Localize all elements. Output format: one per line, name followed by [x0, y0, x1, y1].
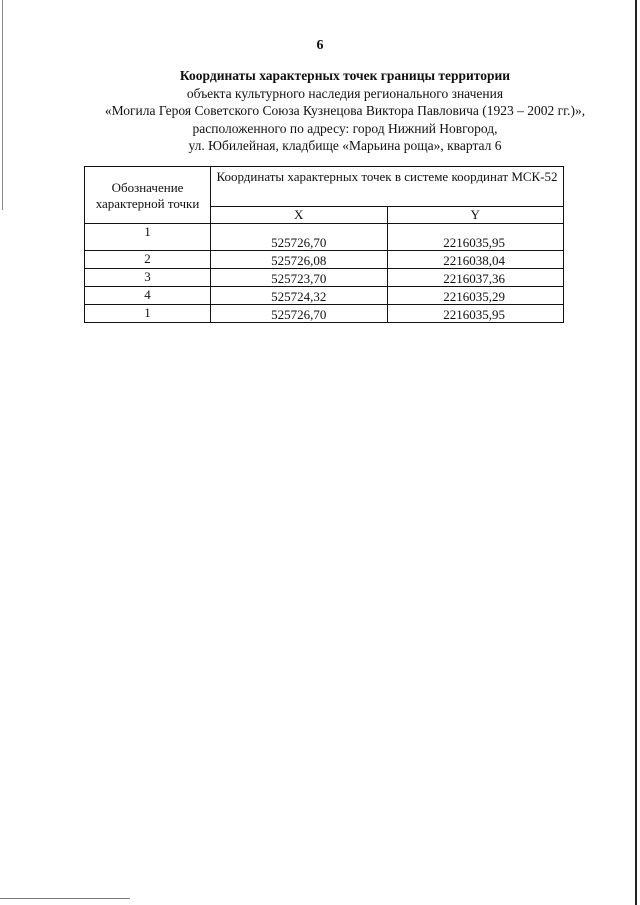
cell-point: 2: [85, 251, 211, 269]
cell-y: 2216035,95: [387, 305, 564, 323]
table-row: [85, 251, 564, 269]
cell-x: 525723,70: [211, 269, 388, 287]
header-coordinate-system: Координаты характерных точек в системе координат МСК-52: [211, 167, 564, 207]
header-y: Y: [387, 207, 564, 224]
title-line-2: объекта культурного наследия регионального значения: [186, 85, 504, 101]
title-line-3: «Могила Героя Советского Союза Кузнецова Виктора Павловича (1923 – 2002 гг.)»,: [104, 103, 586, 118]
cell-y: 2216035,29: [387, 287, 564, 305]
cell-point: 4: [85, 287, 211, 305]
header-x: X: [211, 207, 388, 224]
cell-point: 1: [85, 224, 211, 251]
cell-y: 2216037,36: [387, 269, 564, 287]
scan-edge-left: [2, 0, 3, 210]
page-number: 6: [316, 38, 324, 53]
cell-x: 525724,32: [211, 287, 388, 305]
title-line-1: Координаты характерных точек границы территории: [179, 68, 511, 83]
cell-point: 1: [85, 305, 211, 323]
document-title-block: [80, 67, 610, 155]
scan-edge-bottom: [0, 898, 130, 899]
scan-edge-right: [635, 0, 637, 905]
cell-x: 525726,70: [211, 305, 388, 323]
cell-x: 525726,08: [211, 251, 388, 269]
table-row: [85, 224, 564, 251]
cell-x: 525726,70: [211, 224, 388, 251]
table-row: [85, 269, 564, 287]
header-designation: Обозначение характерной точки: [85, 167, 211, 224]
title-line-4: расположенного по адресу: город Нижний Новгород,: [192, 120, 498, 136]
cell-y: 2216038,04: [387, 251, 564, 269]
table-row: [85, 305, 564, 323]
cell-point: 3: [85, 269, 211, 287]
title-line-5: ул. Юбилейная, кладбище «Марьина роща», квартал 6: [188, 138, 502, 153]
cell-y: 2216035,95: [387, 224, 564, 251]
table-row: [85, 287, 564, 305]
coordinates-table: [84, 166, 564, 323]
